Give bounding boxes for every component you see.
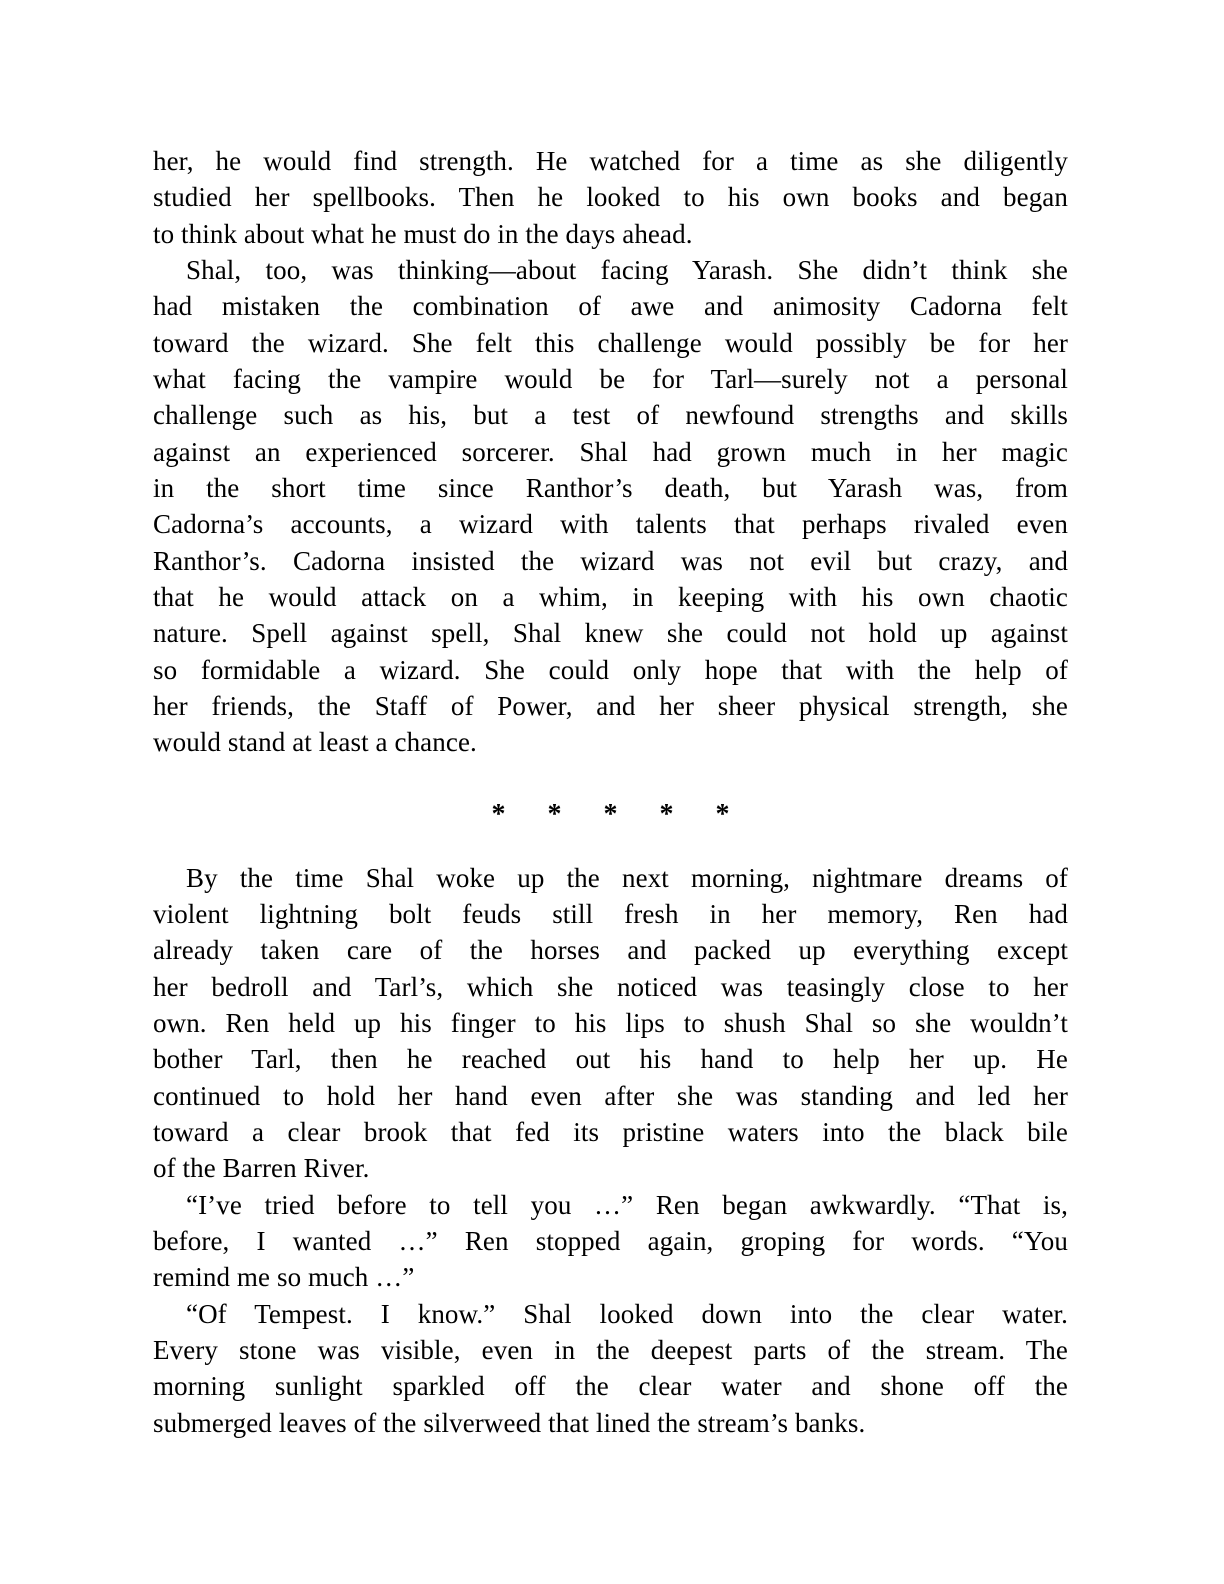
scene-break-star-icon: * bbox=[715, 799, 730, 831]
paragraph bbox=[153, 143, 1068, 252]
text-line: challenge such as his, but a test of newfound strengths and skills bbox=[153, 400, 1068, 431]
scene-break-divider bbox=[153, 761, 1068, 860]
text-line: Shal, too, was thinking—about facing Yarash. She didn’t think she bbox=[186, 254, 1068, 285]
scene-break-star-icon: * bbox=[659, 799, 674, 831]
text-line: toward the wizard. She felt this challenge would possibly be for her bbox=[153, 327, 1068, 358]
text-line: against an experienced sorcerer. Shal had grown much in her magic bbox=[153, 436, 1068, 467]
text-line: toward a clear brook that fed its pristine waters into the black bile bbox=[153, 1116, 1068, 1147]
text-line: Cadorna’s accounts, a wizard with talents that perhaps rivaled even bbox=[153, 509, 1068, 540]
text-line: in the short time since Ranthor’s death, but Yarash was, from bbox=[153, 472, 1068, 503]
text-line: of the Barren River. bbox=[153, 1153, 370, 1184]
text-line: her bedroll and Tarl’s, which she noticed was teasingly close to her bbox=[153, 971, 1068, 1002]
text-line: By the time Shal woke up the next morning, nightmare dreams of bbox=[186, 862, 1068, 893]
scene-break-star-icon: * bbox=[547, 799, 562, 831]
text-line: morning sunlight sparkled off the clear water and shone off the bbox=[153, 1371, 1068, 1402]
text-line: own. Ren held up his finger to his lips to shush Shal so she wouldn’t bbox=[153, 1007, 1068, 1038]
text-line: had mistaken the combination of awe and animosity Cadorna felt bbox=[153, 291, 1068, 322]
text-line: Ranthor’s. Cadorna insisted the wizard was not evil but crazy, and bbox=[153, 545, 1068, 576]
paragraph bbox=[153, 1296, 1068, 1441]
text-line: her friends, the Staff of Power, and her sheer physical strength, she bbox=[153, 690, 1068, 721]
text-line: submerged leaves of the silverweed that lined the stream’s banks. bbox=[153, 1407, 866, 1438]
text-line: violent lightning bolt feuds still fresh in her memory, Ren had bbox=[153, 898, 1068, 929]
scene-break-star-icon: * bbox=[603, 799, 618, 831]
text-line: her, he would find strength. He watched for a time as she diligently bbox=[153, 146, 1068, 176]
paragraph bbox=[153, 860, 1068, 1187]
text-line: that he would attack on a whim, in keeping with his own chaotic bbox=[153, 581, 1068, 612]
paragraph bbox=[153, 252, 1068, 761]
text-block bbox=[153, 143, 1068, 1441]
scene-break-star-icon: * bbox=[491, 799, 506, 831]
text-line: before, I wanted …” Ren stopped again, groping for words. “You bbox=[153, 1225, 1068, 1256]
text-line: what facing the vampire would be for Tarl—surely not a personal bbox=[153, 363, 1068, 394]
text-line: so formidable a wizard. She could only hope that with the help of bbox=[153, 654, 1068, 685]
text-line: studied her spellbooks. Then he looked to his own books and began bbox=[153, 182, 1068, 213]
text-line: “I’ve tried before to tell you …” Ren began awkwardly. “That is, bbox=[186, 1189, 1068, 1220]
text-line: bother Tarl, then he reached out his hand to help her up. He bbox=[153, 1044, 1068, 1075]
text-line: to think about what he must do in the days ahead. bbox=[153, 218, 693, 249]
text-line: continued to hold her hand even after she was standing and led her bbox=[153, 1080, 1068, 1111]
text-line: remind me so much …” bbox=[153, 1262, 415, 1293]
text-line: would stand at least a chance. bbox=[153, 727, 477, 758]
text-line: “Of Tempest. I know.” Shal looked down into the clear water. bbox=[186, 1298, 1068, 1329]
text-line: already taken care of the horses and packed up everything except bbox=[153, 935, 1068, 966]
text-line: Every stone was visible, even in the deepest parts of the stream. The bbox=[153, 1334, 1068, 1365]
text-line: nature. Spell against spell, Shal knew she could not hold up against bbox=[153, 618, 1068, 649]
paragraph bbox=[153, 1187, 1068, 1296]
